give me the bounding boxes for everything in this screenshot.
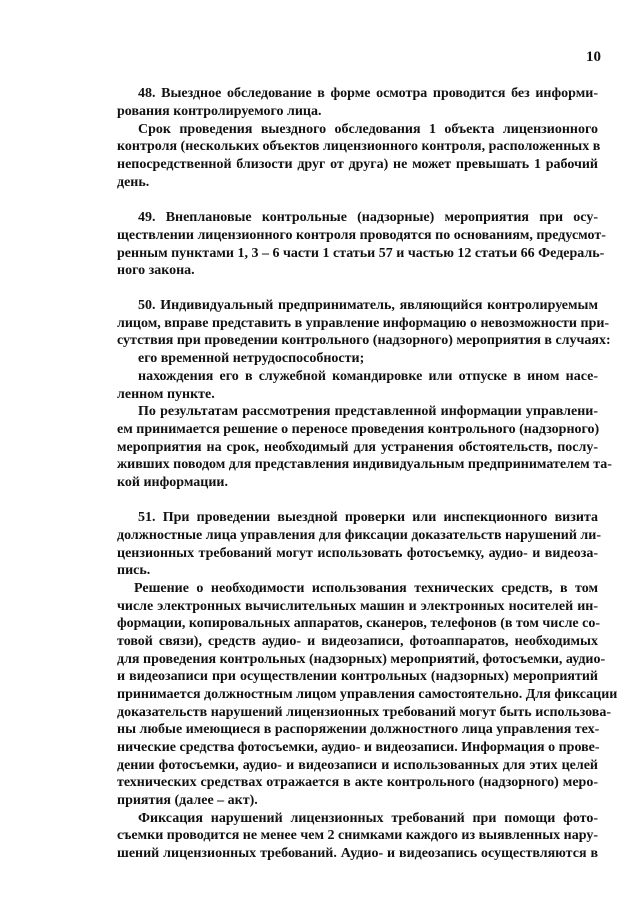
text-line: для проведения контрольных (надзорных) мероприятий, фотосъемки, аудио- — [117, 652, 606, 667]
text-line: принимается должностным лицом управления самостоятельно. Для фиксации — [117, 687, 618, 702]
text-line: рования контролируемого лица. — [117, 104, 322, 119]
text-line: контроля (нескольких объектов лицензионного контроля, расположенных в — [117, 139, 601, 154]
text-line: шений лицензионных требований. Аудио- и видеозапись осуществляются в — [117, 846, 598, 861]
text-line: ренным пунктами 1, 3 – 6 части 1 статьи 57 и частью 12 статьи 66 Федераль- — [117, 246, 605, 261]
text-line: Фиксация нарушений лицензионных требований при помощи фото- — [138, 811, 598, 826]
text-line: ны любые имеющиеся в распоряжении должностного лица управления тех- — [117, 722, 600, 737]
text-line: Решение о необходимости использования технических средств, в том — [134, 581, 598, 596]
page-number: 10 — [586, 49, 601, 65]
text-line: товой связи), средств аудио- и видеозаписи, фотоаппаратов, необходимых — [117, 634, 598, 649]
text-line: сутствия при проведении контрольного (надзорного) мероприятия в случаях: — [117, 333, 611, 348]
text-line: живших поводом для представления индивидуальным предпринимателем та- — [117, 457, 612, 472]
text-line: нахождения его в служебной командировке или отпуске в ином насе- — [138, 369, 598, 384]
text-line: день. — [117, 175, 150, 190]
text-line: непосредственной близости друг от друга) не может превышать 1 рабочий — [117, 157, 598, 172]
text-line: лицом, вправе представить в управление информацию о невозможности при- — [117, 316, 610, 331]
text-line: приятия (далее – акт). — [117, 793, 258, 808]
text-line: съемки проводится не менее чем 2 снимками каждого из выявленных нару- — [117, 828, 599, 843]
text-line: мероприятия на срок, необходимый для устранения обстоятельств, послу- — [117, 440, 598, 455]
text-line: По результатам рассмотрения представленной информации управлени- — [138, 404, 598, 419]
text-line: формации, копировальных аппаратов, сканеров, телефонов (в том числе со- — [117, 616, 601, 631]
text-line: ем принимается решение о переносе проведения контрольного (надзорного) — [117, 422, 600, 437]
text-line: его временной нетрудоспособности; — [138, 351, 365, 366]
text-line: 50. Индивидуальный предприниматель, являющийся контролируемым — [138, 298, 598, 313]
text-line: ществлении лицензионного контроля проводятся по основаниям, предусмот- — [117, 228, 606, 243]
text-line: дении фотосъемки, аудио- и видеозаписи и использованных для этих целей — [117, 758, 598, 773]
text-line: ленном пункте. — [117, 387, 215, 402]
text-line: числе электронных вычислительных машин и электронных носителей ин- — [117, 599, 598, 614]
text-line: и видеозаписи при осуществлении контрольных (надзорных) мероприятий — [117, 669, 598, 684]
text-line: нические средства фотосъемки, аудио- и видеозаписи. Информация о прове- — [117, 740, 600, 755]
text-line: ного закона. — [117, 263, 195, 278]
text-line: технических средствах отражается в акте контрольного (надзорного) меро- — [117, 775, 598, 790]
text-line: кой информации. — [117, 475, 228, 490]
text-line: должностные лица управления для фиксации доказательств нарушений ли- — [117, 528, 602, 543]
text-line: пись. — [117, 563, 151, 578]
text-line: 48. Выездное обследование в форме осмотра проводится без информи- — [138, 86, 598, 101]
text-line: доказательств нарушений лицензионных требований могут быть использова- — [117, 705, 612, 720]
text-line: 51. При проведении выездной проверки или инспекционного визита — [138, 510, 598, 525]
text-line: Срок проведения выездного обследования 1 объекта лицензионного — [138, 122, 598, 137]
text-line: цензионных требований могут использовать фотосъемку, аудио- и видеоза- — [117, 546, 598, 561]
text-line: 49. Внеплановые контрольные (надзорные) мероприятия при осу- — [138, 210, 598, 225]
